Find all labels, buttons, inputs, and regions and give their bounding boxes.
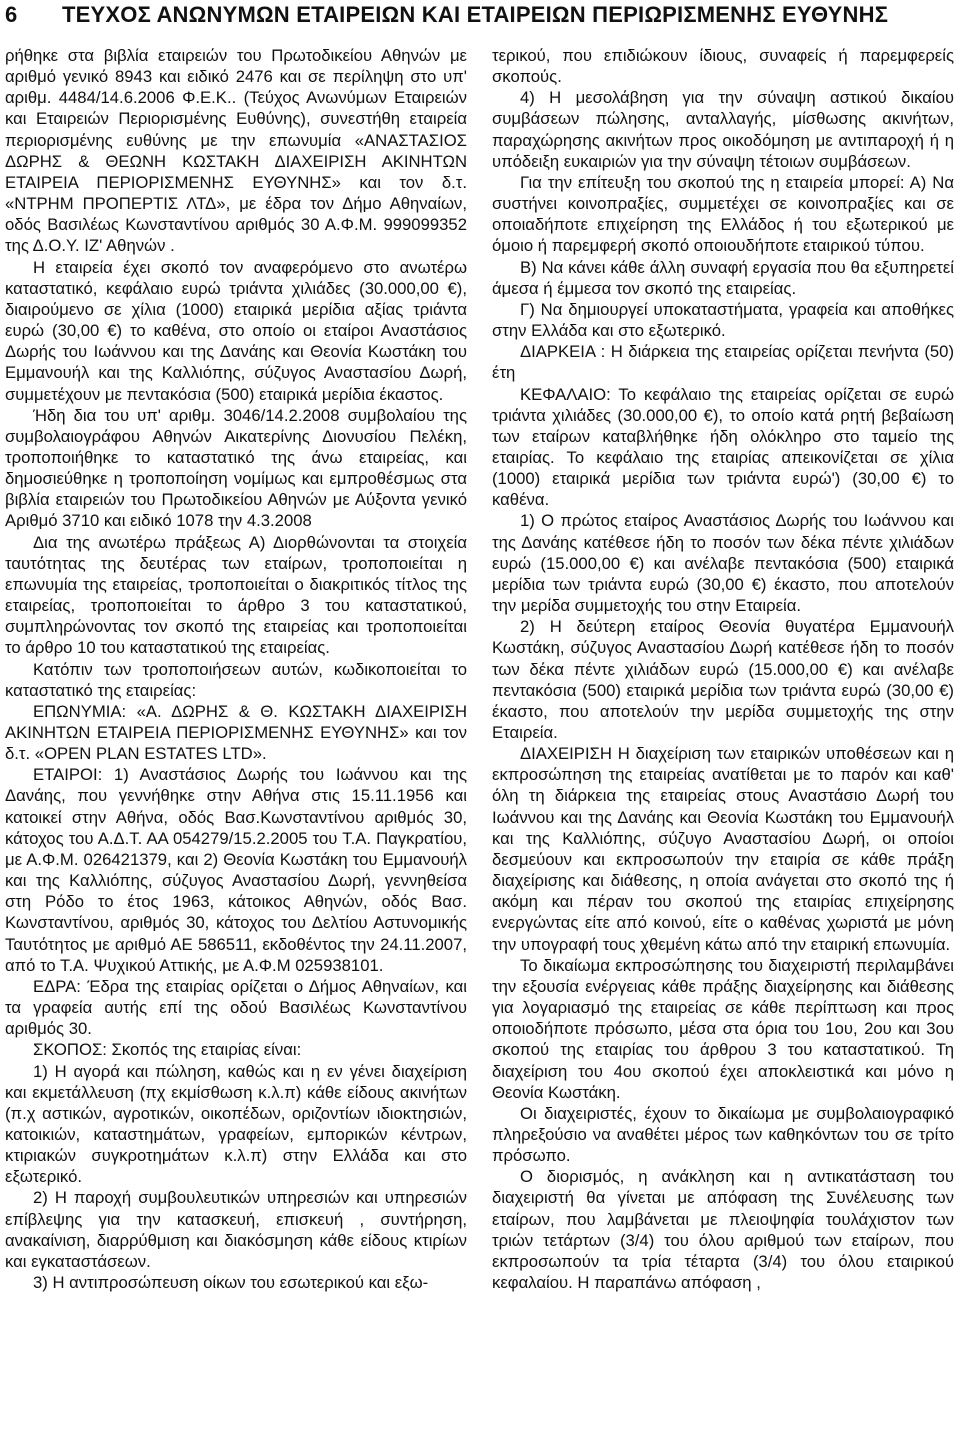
paragraph: 3) Η αντιπροσώπευση οίκων του εσωτερικού και εξω-	[33, 1273, 429, 1293]
paragraph: Οι διαχειριστές, έχουν το δικαίωμα με συμβολαιογραφικό πληρεξούσιο να αναθέτει μέρος των καθηκόντων του σε τρίτο πρόσωπο.	[492, 1103, 954, 1166]
paragraph: 2) Η παροχή συμβουλευτικών υπηρεσιών και υπηρεσιών επίβλεψης για την κατασκευή, επισκευή , συντήρηση, ανακαίνιση, διαρρύθμιση και διακόσμηση κάθε είδους κτιρίων και εγκαταστάσεων.	[5, 1188, 467, 1271]
paragraph: ΔΙΑΧΕΙΡΙΣΗ Η διαχείριση των εταιρικών υποθέσεων και η εκπροσώπηση της εταιρείας ανατίθεται με το παρόν και καθ' όλη τη διάρκεια της εταιρείας στους Αναστάσιο Δωρή του Ιωάννου και της Δανάης και Θεονία Κωστάκη του Εμμανουήλ και της Καλλιόπης, σύζυγο Αναστασίου Δωρή, οι οποίοι δεσμεύουν και εκπροσωπούν την εταιρία σε κάθε πράξη διαχείρισης και διάθεσης, η οποία ανάγεται στο σκοπό της ή ακόμη και πέραν του σκοπού της εταιρίας επιχείρησης ενεργώντας είτε από κοινού, είτε ο καθένας χωριστά με μόνη την υπογραφή τους χθεμένη κάτω από την εταιρική επωνυμία.	[492, 744, 954, 954]
paragraph: Για την επίτευξη του σκοπού της η εταιρεία μπορεί: Α) Να συστήνει κοινοπραξίες, συμμετέχει σε κοινοπραξίες και σε οποιαδήποτε επιχείρηση της Ελλάδος ή του εξωτερικού με όμοιο ή παρεμφερή σκοπό οποιουδήποτε εταιρικού τύπου.	[492, 172, 954, 256]
paragraph: ΕΤΑΙΡΟΙ: 1) Αναστάσιος Δωρής του Ιωάννου και της Δανάης, που γεννήθηκε στην Αθήνα στις 15.11.1956 και κατοικεί στην Αθήνα, οδός Βασ.Κωνσταντίνου αριθμός 30, κάτοχος του Α.Δ.Τ. ΑΑ 054279/15.2.2005 του Τ.Α. Παγκρατίου, με Α.Φ.Μ. 026421379, και 2) Θεονία Κωστάκη του Εμμανουήλ και της Καλλιόπης, σύζυγος Αναστασίου Δωρή, γεννηθείσα στη Ρόδο το έτος 1963, κάτοικος Αθηνών, οδός Βασ. Κωνσταντίνου, αριθμός 30, κάτοχος του Δελτίου Αστυνομικής Ταυτότητος με αριθμό ΑΕ 586511, εκδοθέντος την 24.11.2007, από το Τ.Α. Ψυχικού Αττικής, με Α.Φ.Μ 025938101.	[5, 765, 467, 975]
paragraph: Ο διορισμός, η ανάκληση και η αντικατάσταση του διαχειριστή θα γίνεται με απόφαση της Συνέλευσης των εταίρων, που λαμβάνεται με πλειοψηφία τουλάχιστον των τριών τετάρτων (3/4) του όλου αριθμού των εταίρων, που εκπροσωπούν τα τρία τέταρτα (3/4) του όλου εταιρικού κεφαλαίου. Η παραπάνω απόφαση ,	[492, 1167, 954, 1293]
paragraph: 2) Η δεύτερη εταίρος Θεονία θυγατέρα Εμμανουήλ Κωστάκη, σύζυγος Αναστασίου Δωρή κατέθεσε ήδη το ποσόν των δέκα πέντε χιλιάδων ευρώ (15.000,00 €) και ανέλαβε πεντακόσια (500) εταιρικά μερίδια των τριάντα ευρώ (30,00 €) έκαστο, που αποτελούν την μερίδα συμμετοχής της στην Εταιρεία.	[492, 617, 954, 742]
body-columns	[0, 45, 960, 1430]
paragraph: ΕΠΩΝΥΜΙΑ: «Α. ΔΩΡΗΣ & Θ. ΚΩΣΤΑΚΗ ΔΙΑΧΕΙΡΙΣΗ ΑΚΙΝΗΤΩΝ ΕΤΑΙΡΕΙΑ ΠΕΡΙΟΡΙΣΜΕΝΗΣ ΕΥΘΥΝΗΣ» και τον δ.τ. «OPEN PLAN ESTATES LTD».	[5, 701, 467, 764]
paragraph: 1) Η αγορά και πώληση, καθώς και η εν γένει διαχείριση και εκμετάλλευση (πχ εκμίσθωση κ.λ.π) κάθε είδους ακινήτων (π.χ αστικών, αγροτικών, οικοπέδων, οριζοντίων ιδιοκτησιών, κατοικιών, καταστημάτων, γραφείων, εμπορικών κέντρων, κτιριακών συγκροτημάτων κ.λ.π) στην Ελλάδα και στο εξωτερικό.	[5, 1061, 467, 1187]
paragraph: Το δικαίωμα εκπροσώπησης του διαχειριστή περιλαμβάνει την εξουσία ενέργειας κάθε πράξης διαχείρησης και διάθεσης για λογαριασμό της εταιρείας σε κάθε περίπτωση και προς οποιοδήποτε πρόσωπο, μέσα στα όρια του 1ου, 2ου και 3ου σκοπού της εταιρίας του άρθρου 3 του καταστατικού. Τη διαχείριση του 4ου σκοπού έχει αποκλειστικά και μόνο η Θεονία Κωστάκη.	[492, 955, 954, 1102]
paragraph: ΚΕΦΑΛΑΙΟ: Το κεφάλαιο της εταιρείας ορίζεται σε ευρώ τριάντα χιλιάδες (30.000,00 €), το οποίο κατά ρητή βεβαίωση των εταίρων καταβλήθηκε ήδη ολόκληρο στο ταμείο της εταιρίας. Το κεφάλαιο της εταιρίας απεικονίζεται σε χίλια (1000) εταιρικά μερίδια των τριάντα ευρώ') (30,00 €) το καθένα.	[492, 384, 954, 510]
paragraph: ρήθηκε στα βιβλία εταιρειών του Πρωτοδικείου Αθηνών με αριθμό γενικό 8943 και ειδικό 2476 και σε περίληψη στο υπ' αριθμ. 4484/14.6.2006 Φ.Ε.Κ.. (Τεύχος Ανωνύμων Εταιρειών και Εταιρειών Περιορισμένης Ευθύνης), συνεστήθη εταιρεία περιορισμένης ευθύνης με την επωνυμία «ΑΝΑΣΤΑΣΙΟΣ ΔΩΡΗΣ & ΘΕΩΝΗ ΚΩΣΤΑΚΗ ΔΙΑΧΕΙΡΙΣΗ ΑΚΙΝΗΤΩΝ ΕΤΑΙΡΕΙΑ ΠΕΡΙΟΡΙΣΜΕΝΗΣ ΕΥΘΥΝΗΣ» και τον δ.τ. «ΝΤΡΗΜ ΠΡΟΠΕΡΤΙΣ ΛΤΔ», με έδρα τον Δήμο Αθηναίων, οδός Βασιλέως Κωνσταντίνου αριθμός 30 Α.Φ.Μ. 999099352 της Δ.Ο.Υ. ΙΖ' Αθηνών .	[5, 46, 467, 256]
paragraph: Δια της ανωτέρω πράξεως Α) Διορθώνονται τα στοιχεία ταυτότητας της δευτέρας των εταίρων, τροποποιείται η επωνυμία της εταιρείας, τροποποιείται ο διακριτικός τίτλος της εταιρείας, τροποποιείται το άρθρο 3 του καταστατικού, συμπληρώνοντας τον σκοπό της εταιρείας και τροποποιείται το άρθρο 10 του καταστατικού της εταιρείας.	[5, 532, 467, 658]
paragraph: Γ) Να δημιουργεί υποκαταστήματα, γραφεία και αποθήκες στην Ελλάδα και στο εξωτερικό.	[492, 299, 954, 341]
paragraph: Η εταιρεία έχει σκοπό τον αναφερόμενο στο ανωτέρω καταστατικό, κεφάλαιο ευρώ τριάντα χιλιάδες (30.000,00 €), διαιρούμενο σε χίλια (1000) εταιρικά μερίδια αξίας τριάντα ευρώ (30,00 €) το καθένα, στο οποίο οι εταίροι Αναστάσιος Δωρής του Ιωάννου και της Δανάης και Θεονία Κωστάκη του Εμμανουήλ και της Καλλιόπης, σύζυγος Αναστασίου Δωρή, συμμετέχουν με πεντακόσια (500) εταιρικά μερίδια έκαστος.	[5, 257, 467, 404]
paragraph: Κατόπιν των τροποποιήσεων αυτών, κωδικοποιείται το καταστατικό της εταιρείας:	[5, 659, 467, 700]
left-column	[5, 45, 467, 1293]
right-column	[492, 45, 954, 1293]
paragraph: Ήδη δια του υπ' αριθμ. 3046/14.2.2008 συμβολαίου της συμβολαιογράφου Αθηνών Αικατερίνης Διονυσίου Πελέκη, τροποποιήθηκε το καταστατικό της άνω εταιρείας, και δημοσιεύθηκε η τροποποίηση νομίμως και εμπροθέσμως στα βιβλία εταιρειών του Πρωτοδικείου Αθηνών με Αύξοντα γενικό Αριθμό 3710 και ειδικό 1078 την 4.3.2008	[5, 405, 467, 531]
paragraph: Β) Να κάνει κάθε άλλη συναφή εργασία που θα εξυπηρετεί άμεσα ή έμμεσα τον σκοπό της εταιρείας.	[492, 257, 954, 298]
running-head-title: ΤΕΥΧΟΣ ΑΝΩΝΥΜΩΝ ΕΤΑΙΡΕΙΩΝ ΚΑΙ ΕΤΑΙΡΕΙΩΝ ΠΕΡΙΩΡΙΣΜΕΝΗΣ ΕΥΘΥΝΗΣ	[62, 2, 889, 27]
paragraph: 4) Η μεσολάβηση για την σύναψη αστικού δικαίου συμβάσεων πώλησης, ανταλλαγής, μίσθωσης ακινήτων, παραχώρησης ακινήτων προς οικοδόμηση με αντιπαροχή ή η υπόδειξη ευκαιριών για την σύναψη τέτοιων συμβάσεων.	[492, 88, 954, 171]
page-number: 6	[5, 2, 18, 27]
paragraph: τερικού, που επιδιώκουν ίδιους, συναφείς ή παρεμφερείς σκοπούς.	[492, 46, 954, 87]
paragraph: ΔΙΑΡΚΕΙΑ : Η διάρκεια της εταιρείας ορίζεται πενήντα (50) έτη	[492, 342, 954, 383]
page-header	[0, 0, 960, 38]
paragraph: ΣΚΟΠΟΣ: Σκοπός της εταιρίας είναι:	[33, 1040, 302, 1060]
paragraph: ΕΔΡΑ: Έδρα της εταιρίας ορίζεται ο Δήμος Αθηναίων, και τα γραφεία αυτής επί της οδού Βασιλέως Κωνσταντίνου αριθμός 30.	[5, 976, 467, 1039]
paragraph: 1) Ο πρώτος εταίρος Αναστάσιος Δωρής του Ιωάννου και της Δανάης κατέθεσε ήδη το ποσόν των δέκα πέντε χιλιάδων ευρώ (15.000,00 €) και ανέλαβε πεντακόσια (500) εταιρικά μερίδια των τριάντα ευρώ (30,00 €) έκαστο, που αποτελούν την μερίδα συμμετοχής του στην Εταιρεία.	[492, 511, 954, 616]
